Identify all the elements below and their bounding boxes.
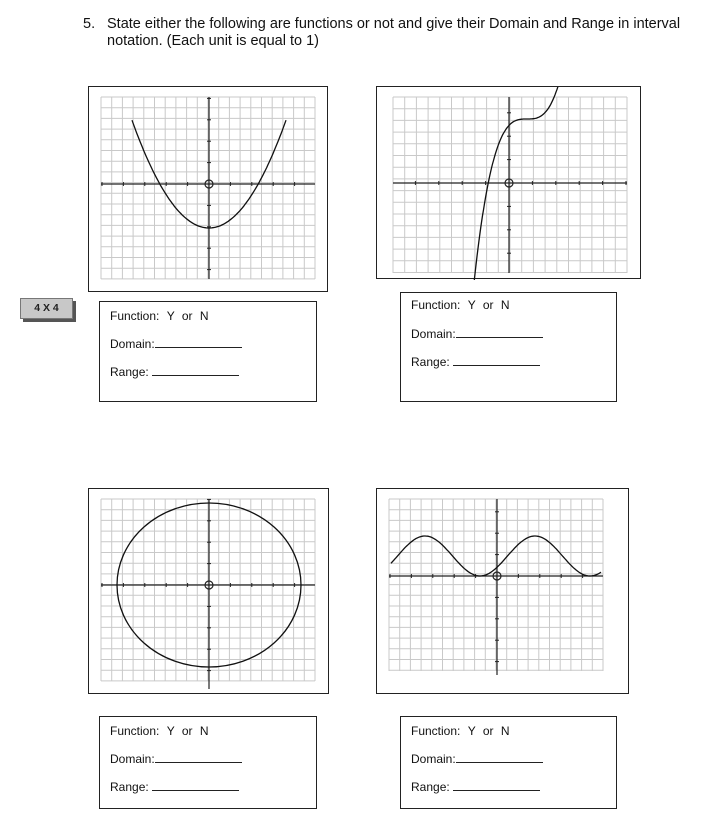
domain-line bbox=[110, 336, 242, 351]
answer-box-3 bbox=[99, 716, 317, 809]
domain-label: Domain: bbox=[110, 752, 155, 766]
domain-line bbox=[411, 326, 543, 341]
range-line bbox=[110, 364, 239, 379]
graph-4 bbox=[377, 489, 630, 695]
graph-3-box bbox=[88, 488, 329, 694]
option-or: or bbox=[181, 309, 193, 323]
option-or: or bbox=[482, 298, 494, 312]
graph-3 bbox=[89, 489, 330, 695]
function-line bbox=[411, 724, 510, 738]
option-yes[interactable]: Y bbox=[166, 309, 175, 323]
graph-2 bbox=[377, 87, 642, 280]
answer-box-2 bbox=[400, 292, 617, 402]
question-text: State either the following are functions or not and give their Domain and Range in interval notation. (Each unit is equal to 1) bbox=[107, 16, 681, 49]
option-yes[interactable]: Y bbox=[166, 724, 175, 738]
function-line bbox=[110, 724, 209, 738]
range-label: Range: bbox=[110, 780, 149, 794]
graph-2-box bbox=[376, 86, 641, 279]
function-label: Function: bbox=[411, 724, 461, 738]
domain-line bbox=[110, 751, 242, 766]
range-label: Range: bbox=[411, 780, 450, 794]
range-blank[interactable] bbox=[453, 779, 540, 791]
range-blank[interactable] bbox=[152, 364, 239, 376]
option-yes[interactable]: Y bbox=[467, 724, 476, 738]
option-or: or bbox=[181, 724, 193, 738]
domain-line bbox=[411, 751, 543, 766]
function-line bbox=[110, 309, 209, 323]
range-label: Range: bbox=[110, 365, 149, 379]
size-tag bbox=[20, 298, 76, 322]
range-line bbox=[110, 779, 239, 794]
function-label: Function: bbox=[110, 309, 160, 323]
option-no[interactable]: N bbox=[500, 724, 510, 738]
graph-4-box bbox=[376, 488, 629, 694]
range-label: Range: bbox=[411, 355, 450, 369]
domain-label: Domain: bbox=[411, 327, 456, 341]
domain-label: Domain: bbox=[411, 752, 456, 766]
domain-blank[interactable] bbox=[456, 326, 543, 338]
domain-blank[interactable] bbox=[155, 751, 242, 763]
option-or: or bbox=[482, 724, 494, 738]
answer-box-4 bbox=[400, 716, 617, 809]
function-line bbox=[411, 298, 510, 312]
option-no[interactable]: N bbox=[199, 309, 209, 323]
option-no[interactable]: N bbox=[199, 724, 209, 738]
range-blank[interactable] bbox=[453, 354, 540, 366]
domain-label: Domain: bbox=[110, 337, 155, 351]
graph-1 bbox=[89, 87, 329, 293]
function-label: Function: bbox=[110, 724, 160, 738]
answer-box-1 bbox=[99, 301, 317, 402]
graph-1-box bbox=[88, 86, 328, 292]
option-no[interactable]: N bbox=[500, 298, 510, 312]
option-yes[interactable]: Y bbox=[467, 298, 476, 312]
range-blank[interactable] bbox=[152, 779, 239, 791]
domain-blank[interactable] bbox=[155, 336, 242, 348]
question-number: 5. bbox=[83, 16, 96, 32]
tag-label: 4 X 4 bbox=[20, 298, 73, 319]
function-label: Function: bbox=[411, 298, 461, 312]
range-line bbox=[411, 354, 540, 369]
range-line bbox=[411, 779, 540, 794]
domain-blank[interactable] bbox=[456, 751, 543, 763]
